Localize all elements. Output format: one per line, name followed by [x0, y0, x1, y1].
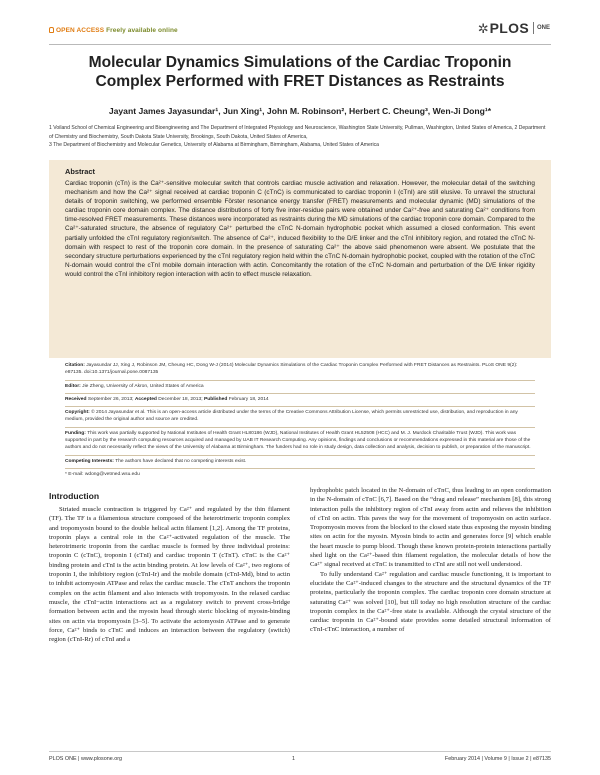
abstract-heading: Abstract	[65, 167, 95, 176]
right-column	[310, 486, 551, 635]
meta-rule	[65, 406, 535, 407]
published-date: February 18, 2014	[228, 397, 269, 402]
body-paragraph: Striated muscle contraction is triggered by Ca²⁺ and regulated by the thin filament (TF). The TF is a filamentous structure composed of the heterotrimeric troponin complex and tropomyosin bound to the double helical actin filament [1,2]. Among the TF proteins, troponin plays a central role in the Ca²⁺-activated regulation of the muscle. The heterotrimeric troponin from the cardiac muscle is formed by three individual proteins: troponin C (cTnC), troponin I (cTnI) and cardiac troponin T (cTnT). cTnC is the Ca²⁺ binding protein and cTnI is the actin binding protein. At low levels of Ca²⁺, two regions of troponin I, the inhibitory region (cTnI-Ir) and the mobile domain (cTnI-Md), bind to actin to inhibit actomyosin ATPase and relax the cardiac muscle. The cTnT anchors the troponin complex on the actin filament and also interacts with tropomyosin. In the relaxed cardiac muscle, the cTnI−actin interactions act as a regulatory switch to prevent cross-bridge formation between actin and the myosin head through steric blocking of myosin-binding sites on actin via tropomyosin [3–5]. To activate the actomyosin ATPase and to generate force, Ca²⁺ binds to cTnC and induces an interaction between the regulatory (switch) region (cTnI-Rr) of cTnI and a	[49, 506, 290, 644]
introduction-heading: Introduction	[49, 491, 100, 501]
abstract-text: Cardiac troponin (cTn) is the Ca²⁺-sensitive molecular switch that controls cardiac muscle activation and relaxation. However, the molecular detail of the switching mechanism and how the Ca²⁺ signal received at cardiac troponin C (cTnC) is communicated to cardiac troponin I (cTnI) are still elusive. To unravel the structural details of troponin switching, we performed ensemble Förster resonance energy transfer (FRET) measurements and molecular dynamic (MD) simulations of the cardiac troponin core domain complex. The distance distributions of forty five inter-residue pairs were obtained under Ca²⁺-free and saturating Ca²⁺ conditions from time-resolved FRET measurements. These distances were incorporated as restraints during the MD simulations of the cardiac troponin core domain. Compared to the Ca²⁺-saturated structure, the absence of regulatory Ca²⁺ perturbed the cTnC N-domain hydrophobic pocket which assumed a closed conformation. This event partially unfolded the cTnI regulatory region/switch. The absence of Ca²⁺, induced flexibility to the D/E linker and the cTnI inhibitory region, and rotated the cTnC N-domain with respect to rest of the troponin core domain. In the presence of saturating Ca²⁺ the above said phenomenon were absent. We postulate that the secondary structure perturbations experienced by the cTnI regulatory region held within the cTnC N-domain hydrophobic pocket, coupled with the rotation of the cTnC N-domain would control the cTnI mobile domain interaction with actin. Concomitantly the rotation of the cTnC N-domain and perturbation of the D/E linker rigidity would control the cTnI inhibitory region interaction with actin to effect muscle relaxation.	[65, 180, 535, 278]
corresponding-email: * E-mail: wdong@vetmed.wsu.edu	[65, 472, 140, 477]
accepted-label: Accepted	[134, 397, 157, 402]
dates-block	[65, 396, 535, 403]
plos-wordmark: PLOS	[489, 20, 529, 36]
meta-rule	[65, 455, 535, 456]
meta-rule	[65, 468, 535, 469]
meta-rule	[65, 427, 535, 428]
open-access-badge	[49, 27, 178, 34]
editor-block	[65, 383, 535, 390]
competing-interests-block	[65, 458, 535, 465]
one-wordmark: ONE	[536, 25, 550, 31]
meta-rule	[65, 393, 535, 394]
plos-gear-icon: ✲	[477, 20, 489, 36]
competing-text: The authors have declared that no competing interests exist.	[115, 459, 247, 464]
competing-label: Competing Interests:	[65, 459, 114, 464]
body-paragraph: hydrophobic patch located in the N-domain of cTnC, thus leading to an open conformation in the N-domain of cTnC [6,7]. Based on the “drag and release” mechanism [8], this strong interaction pulls the inhibitory region of cTnI away from actin and relieves the inhibition of cTnI on actin. This paves the way for the movement of tropomyosin on actin surface. Tropomyosin moves from the blocked to the closed state thus exposing the myosin binding sites on actin for the myosin. Myosin binds to actin and generates force [9] which enable the heart muscle to pump blood. Though these known protein-protein interactions partially shed light on the Ca²⁺-based thin filament regulation, the molecular details of how the Ca²⁺ signal received at cTnC is transmitted to cTnI are still not well understood.	[310, 487, 551, 569]
copyright-text: © 2014 Jayasundar et al. This is an open-access article distributed under the terms of the Creative Commons Attribution License, which permits unrestricted use, distribution, and reproduction in any medium, provided the original author and source are credited.	[65, 410, 518, 423]
accepted-date: December 18, 2013;	[158, 397, 203, 402]
affiliations	[49, 124, 551, 150]
article-title: Molecular Dynamics Simulations of the Cardiac Troponin Complex Performed with FRET Distances as Restraints	[88, 54, 512, 90]
funding-block	[65, 430, 535, 452]
email-block	[65, 471, 535, 478]
citation-text: Jayasundar JJ, Xing J, Robinson JM, Cheung HC, Dong W-J (2014) Molecular Dynamics Simulations of the Cardiac Troponin Complex Performed with FRET Distances as Restraints. PLoS ONE 9(2): e87135. doi:10.1371/journal.pone.0087135	[65, 363, 518, 376]
copyright-label: Copyright:	[65, 410, 90, 415]
published-label: Published	[203, 397, 228, 402]
affiliation-line: 3 The Department of Biochemistry and Molecular Genetics, University of Alabama at Birmingham, Birmingham, Alabama, United States of America	[49, 142, 380, 149]
abstract-box	[49, 160, 551, 358]
editor-label: Editor:	[65, 384, 81, 389]
journal-header	[0, 18, 600, 42]
footer-journal: PLOS ONE | www.plosone.org	[49, 756, 123, 762]
received-label: Received	[65, 397, 87, 402]
citation-label: Citation:	[65, 363, 85, 368]
funding-label: Funding:	[65, 431, 86, 436]
body-paragraph: To fully understand Ca²⁺ regulation and cardiac muscle functioning, it is important to elucidate the Ca²⁺-induced changes to the structure and the structural dynamics of the TF proteins, particularly the troponin complex. The cardiac troponin core domain structure at saturating Ca²⁺ was solved [10], but till today no high resolution structure of the cardiac troponin complex in the Ca²⁺-free state is available. Although the crystal structure of the cardiac troponin in Ca²⁺-bound state provides some detailed structural information of cTnI-cTnC interaction, a number of	[310, 570, 551, 634]
open-access-label: OPEN ACCESS	[56, 27, 105, 34]
page-number: 1	[292, 756, 295, 762]
funding-text: This work was partially supported by National Institutes of Health Grant HL80186 (WJD), National Institutes of Health Grant HL52508 (HCC) and M. J. Murdock Charitable Trust (WJD). This work was supported in part by the research computing resources acquired and managed by UAB IT Research Computing. Any opinions, findings and conclusions or recommendations expressed in this material are those of the authors and do not necessarily reflect the views of the University of Alabama at Birmingham. The funders had no role in study design, data collection and analysis, decision to publish, or preparation of the manuscript.	[65, 431, 531, 451]
author-list: Jayant James Jayasundar¹, Jun Xing¹, John M. Robinson², Herbert C. Cheung³, Wen-Ji Dong¹*	[108, 106, 492, 116]
meta-rule	[65, 380, 535, 381]
left-column	[49, 505, 290, 644]
copyright-block	[65, 409, 535, 423]
citation-block	[65, 362, 535, 376]
footer-rule	[49, 751, 551, 752]
editor-text: Jie Zheng, University of Akron, United States of America	[82, 384, 204, 389]
open-lock-icon	[49, 27, 54, 33]
affiliation-line: 1 Voiland School of Chemical Engineering and Bioengineering and The Department of Integrated Physiology and Neuroscience, Washington State University, Pullman, Washington, United States of America, 2 Department of Chemistry and Biochemistry, South Dakota State University, Brookings, South Dakota, United States of America,	[49, 125, 546, 140]
header-rule	[49, 44, 551, 45]
plos-one-logo	[478, 20, 550, 36]
received-date: September 26, 2013;	[87, 397, 134, 402]
logo-divider	[533, 22, 534, 34]
footer-issue: February 2014 | Volume 9 | Issue 2 | e87135	[444, 756, 551, 762]
freely-available-label: Freely available online	[106, 27, 178, 34]
